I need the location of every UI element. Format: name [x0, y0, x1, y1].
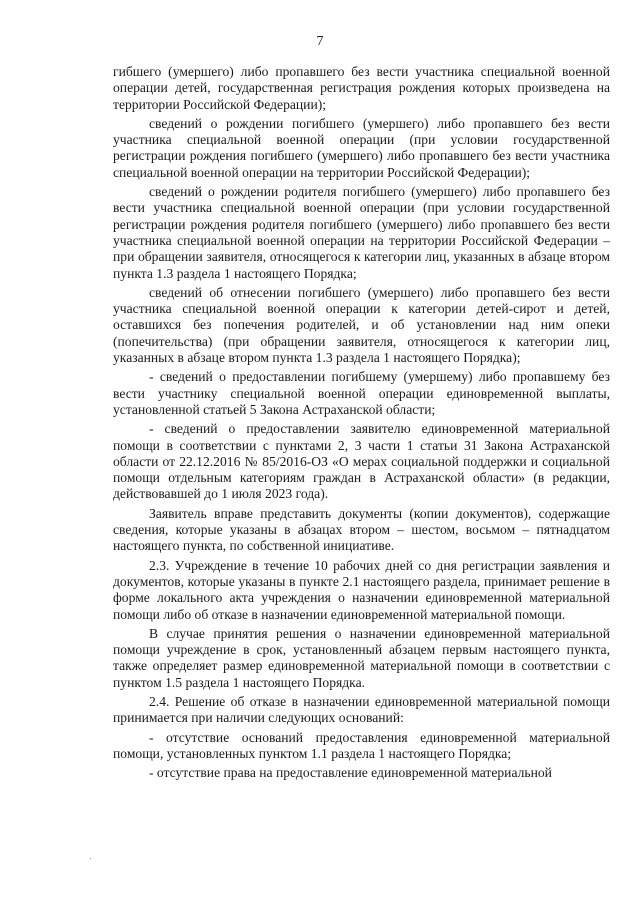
paragraph: сведений об отнесении погибшего (умершего) либо пропавшего без вести участника специальной военной операции к категории детей-сирот и детей, оставшихся без попечения родителей, и об установлении над ним опеки (попечительства) (при обращении заявителя, относящегося к категории лиц, указанных в абзаце втором пункта 1.3 раздела 1 настоящего Порядка);	[113, 284, 610, 366]
paragraph: сведений о рождении погибшего (умершего) либо пропавшего без вести участника специальной военной операции (при условии государственной регистрации рождения погибшего (умершего) либо пропавшего без вести участника специальной военной операции на территории Российской Федерации);	[113, 115, 610, 180]
paragraph: - сведений о предоставлении погибшему (умершему) либо пропавшему без вести участнику специальной военной операции единовременной выплаты, установленной статьей 5 Закона Астраханской области;	[113, 369, 610, 417]
paragraph: сведений о рождении родителя погибшего (умершего) либо пропавшего без вести участника специальной военной операции (при условии государственной регистрации рождения родителя погибшего (умершего) либо пропавшего без вести участника специальной военной операции на территории Российской Федерации – при обращении заявителя, относящегося к категории лиц, указанных в абзаце втором пункта 1.3 раздела 1 настоящего Порядка;	[113, 184, 610, 281]
paragraph: - сведений о предоставлении заявителю единовременной материальной помощи в соответствии с пунктами 2, 3 части 1 статьи 31 Закона Астраханской области от 22.12.2016 № 85/2016-ОЗ «О мерах социальной поддержки и социальной помощи отдельным категориям граждан в Астраханской области» (в редакции, действовавшей до 1 июля 2023 года).	[113, 421, 610, 502]
paragraph: 2.3. Учреждение в течение 10 рабочих дней со дня регистрации заявления и документов, которые указаны в пункте 2.1 настоящего раздела, принимает решение в форме локального акта учреждения о назначении единовременной материальной помощи либо об отказе в назначении единовременной материальной помощи.	[113, 557, 610, 622]
paragraph: В случае принятия решения о назначении единовременной материальной помощи учреждение в срок, установленный абзацем первым настоящего пункта, также определяет размер единовременной материальной помощи в соответствии с пунктом 1.5 раздела 1 настоящего Порядка.	[113, 625, 610, 690]
page-number: 7	[316, 34, 324, 49]
paragraph: 2.4. Решение об отказе в назначении единовременной материальной помощи принимается при наличии следующих оснований:	[113, 693, 610, 726]
document-body	[113, 64, 610, 784]
paragraph: Заявитель вправе представить документы (копии документов), содержащие сведения, которые указаны в абзацах втором – шестом, восьмом – пятнадцатом настоящего пункта, по собственной инициативе.	[113, 505, 610, 554]
scan-speck	[90, 858, 91, 859]
paragraph-continuation: гибшего (умершего) либо пропавшего без вести участника специальной военной операции детей, государственная регистрация рождения которых произведена на территории Российской Федерации);	[113, 64, 610, 112]
paragraph: - отсутствие оснований предоставления единовременной материальной помощи, установленных пунктом 1.1 раздела 1 настоящего Порядка;	[113, 729, 610, 761]
paragraph: - отсутствие права на предоставление единовременной материальной	[149, 765, 552, 781]
